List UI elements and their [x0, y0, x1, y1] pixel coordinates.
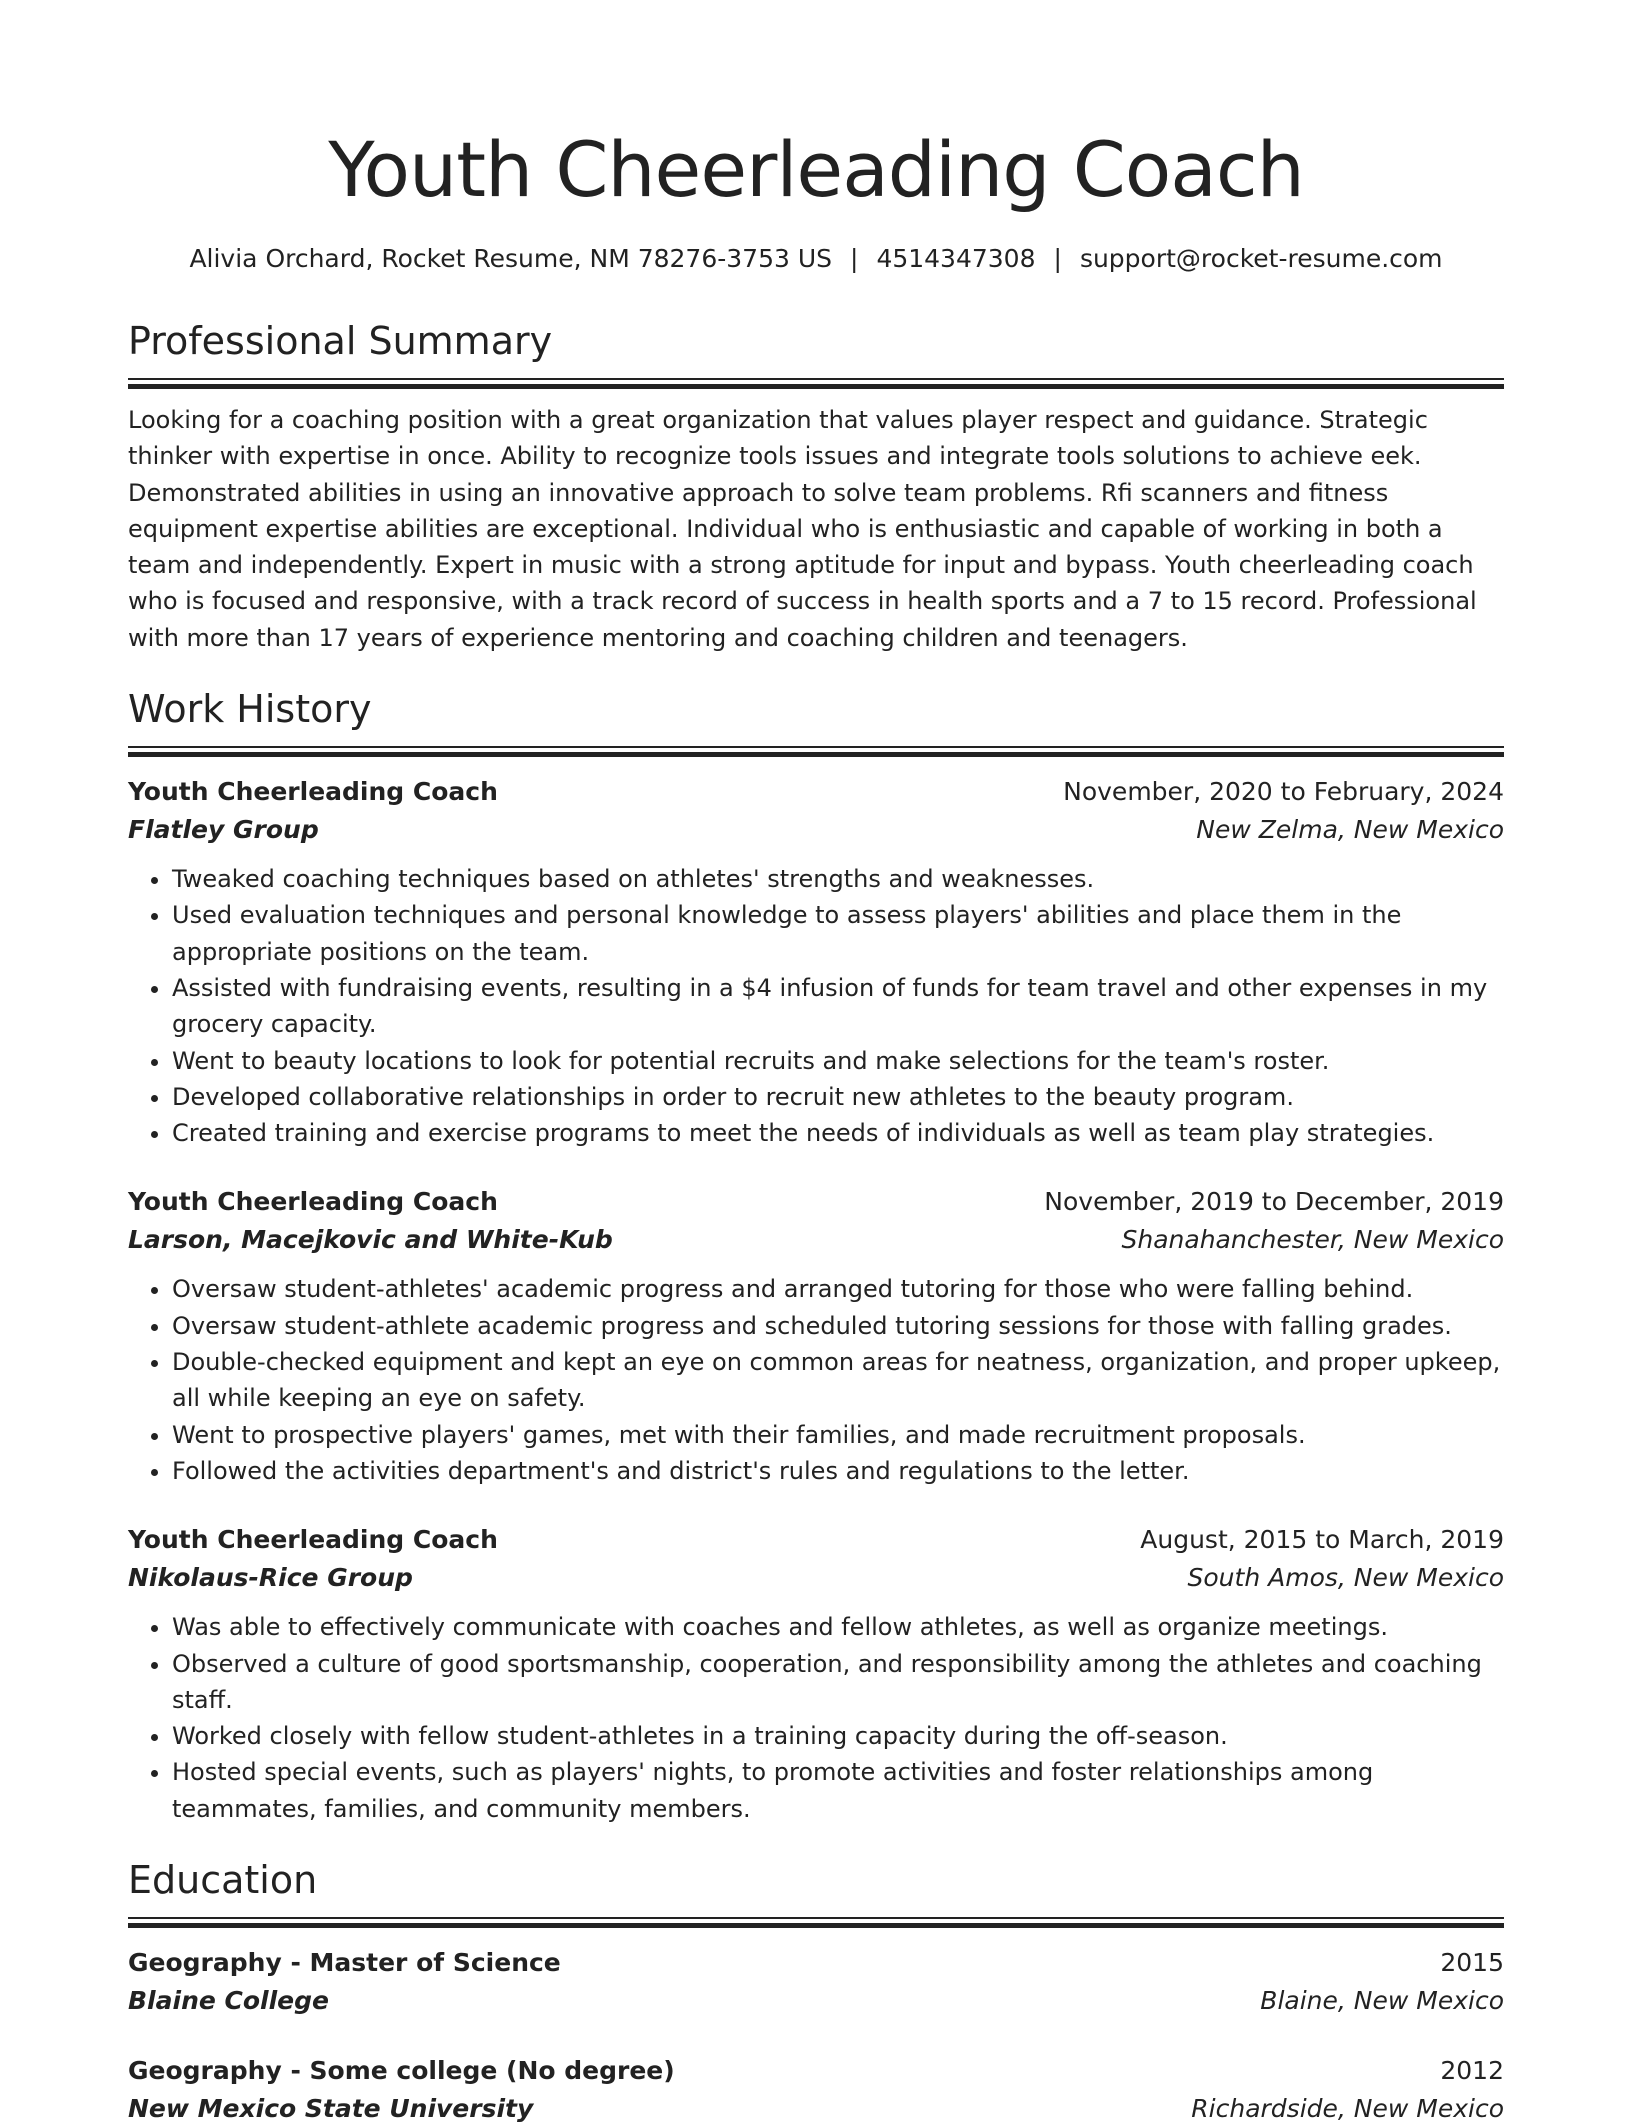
job-bullet: • Tweaked coaching techniques based on athletes' strengths and weaknesses.: [172, 861, 1504, 897]
contact-separator: |: [850, 244, 859, 273]
education-header-row: [128, 1944, 1504, 1982]
job-bullet: • Observed a culture of good sportsmanship, cooperation, and responsibility among the athletes and coaching staff.: [172, 1646, 1504, 1719]
education-school-row: [128, 1982, 1504, 2020]
section-divider: [128, 1917, 1504, 1928]
education-year: 2012: [1440, 2056, 1504, 2086]
job-entry: [128, 1521, 1504, 1827]
resume-name: Youth Cheerleading Coach: [328, 125, 1304, 214]
job-location: New Zelma, New Mexico: [1196, 815, 1504, 845]
job-bullet: • Double-checked equipment and kept an eye on common areas for neatness, organization, and proper upkeep, all while keeping an eye on safety.: [172, 1344, 1504, 1417]
job-bullet: • Went to prospective players' games, met with their families, and made recruitment proposals.: [172, 1417, 1504, 1453]
job-bullet: • Was able to effectively communicate with coaches and fellow athletes, as well as organize meetings.: [172, 1609, 1504, 1645]
contact-line: [128, 242, 1504, 276]
job-title: Youth Cheerleading Coach: [128, 1187, 498, 1217]
job-company: Larson, Macejkovic and White-Kub: [128, 1225, 613, 1255]
job-bullet: • Went to beauty locations to look for potential recruits and make selections for the team's roster.: [172, 1043, 1504, 1079]
section-divider: [128, 746, 1504, 757]
job-company-row: [128, 1221, 1504, 1259]
summary-section: [128, 316, 1504, 656]
job-entry: [128, 1183, 1504, 1489]
education-location: Richardside, New Mexico: [1191, 2094, 1504, 2124]
job-bullet: • Followed the activities department's and district's rules and regulations to the letter.: [172, 1453, 1504, 1489]
work-history-section: [128, 684, 1504, 1827]
job-bullet: • Assisted with fundraising events, resulting in a $4 infusion of funds for team travel and other expenses in my grocery capacity.: [172, 970, 1504, 1043]
education-school-row: [128, 2090, 1504, 2128]
summary-text: Looking for a coaching position with a great organization that values player respect and guidance. Strategic thinker with expertise in once. Ability to recognize tools issues and integrate tools solutions to achieve eek. Demonstrated abilities in using an innovative approach to solve team problems. Rfi scanners and fitness equipment expertise abilities are exceptional. Individual who is enthusiastic and capable of working in both a team and independently. Expert in music with a strong aptitude for input and bypass. Youth cheerleading coach who is focused and responsive, with a track record of success in health sports and a 7 to 15 record. Professional with more than 17 years of experience mentoring and coaching children and teenagers.: [128, 406, 1477, 652]
education-year: 2015: [1440, 1948, 1504, 1978]
education-location: Blaine, New Mexico: [1260, 1986, 1504, 2016]
job-dates: November, 2019 to December, 2019: [1044, 1187, 1504, 1217]
section-divider: [128, 378, 1504, 389]
education-entry: [128, 2052, 1504, 2128]
contact-address: Alivia Orchard, Rocket Resume, NM 78276-3753 US: [189, 244, 832, 273]
job-bullet: • Used evaluation techniques and personal knowledge to assess players' abilities and place them in the appropriate positions on the team.: [172, 897, 1504, 970]
job-location: South Amos, New Mexico: [1187, 1563, 1504, 1593]
education-header-row: [128, 2052, 1504, 2090]
job-bullet: • Oversaw student-athlete academic progress and scheduled tutoring sessions for those with falling grades.: [172, 1308, 1504, 1344]
job-company: Flatley Group: [128, 815, 319, 845]
job-header-row: [128, 773, 1504, 811]
contact-phone: 4514347308: [876, 244, 1036, 273]
job-company: Nikolaus-Rice Group: [128, 1563, 413, 1593]
education-school: New Mexico State University: [128, 2094, 534, 2124]
work-history-title: Work History: [128, 687, 372, 732]
summary-title: Professional Summary: [128, 319, 553, 363]
education-school: Blaine College: [128, 1986, 329, 2016]
contact-email: support@rocket-resume.com: [1079, 244, 1443, 273]
education-degree: Geography - Some college (No degree): [128, 2056, 675, 2086]
job-dates: November, 2020 to February, 2024: [1063, 777, 1504, 807]
education-degree: Geography - Master of Science: [128, 1948, 561, 1978]
education-section: [128, 1855, 1504, 2128]
job-bullet: • Worked closely with fellow student-athletes in a training capacity during the off-season.: [172, 1718, 1504, 1754]
job-bullet: • Hosted special events, such as players' nights, to promote activities and foster relationships among teammates, families, and community members.: [172, 1754, 1504, 1827]
job-title: Youth Cheerleading Coach: [128, 777, 498, 807]
job-header-row: [128, 1521, 1504, 1559]
job-header-row: [128, 1183, 1504, 1221]
education-title: Education: [128, 1858, 318, 1903]
job-location: Shanahanchester, New Mexico: [1121, 1225, 1504, 1255]
job-bullet: • Created training and exercise programs to meet the needs of individuals as well as team play strategies.: [172, 1115, 1504, 1151]
job-entry: [128, 773, 1504, 1151]
job-company-row: [128, 1559, 1504, 1597]
job-company-row: [128, 811, 1504, 849]
education-entry: [128, 1944, 1504, 2020]
contact-separator: |: [1053, 244, 1062, 273]
job-bullets: [128, 861, 1504, 1151]
job-bullets: [128, 1609, 1504, 1827]
job-dates: August, 2015 to March, 2019: [1140, 1525, 1504, 1555]
job-title: Youth Cheerleading Coach: [128, 1525, 498, 1555]
job-bullet: • Oversaw student-athletes' academic progress and arranged tutoring for those who were falling behind.: [172, 1271, 1504, 1307]
job-bullet: • Developed collaborative relationships in order to recruit new athletes to the beauty program.: [172, 1079, 1504, 1115]
job-bullets: [128, 1271, 1504, 1489]
